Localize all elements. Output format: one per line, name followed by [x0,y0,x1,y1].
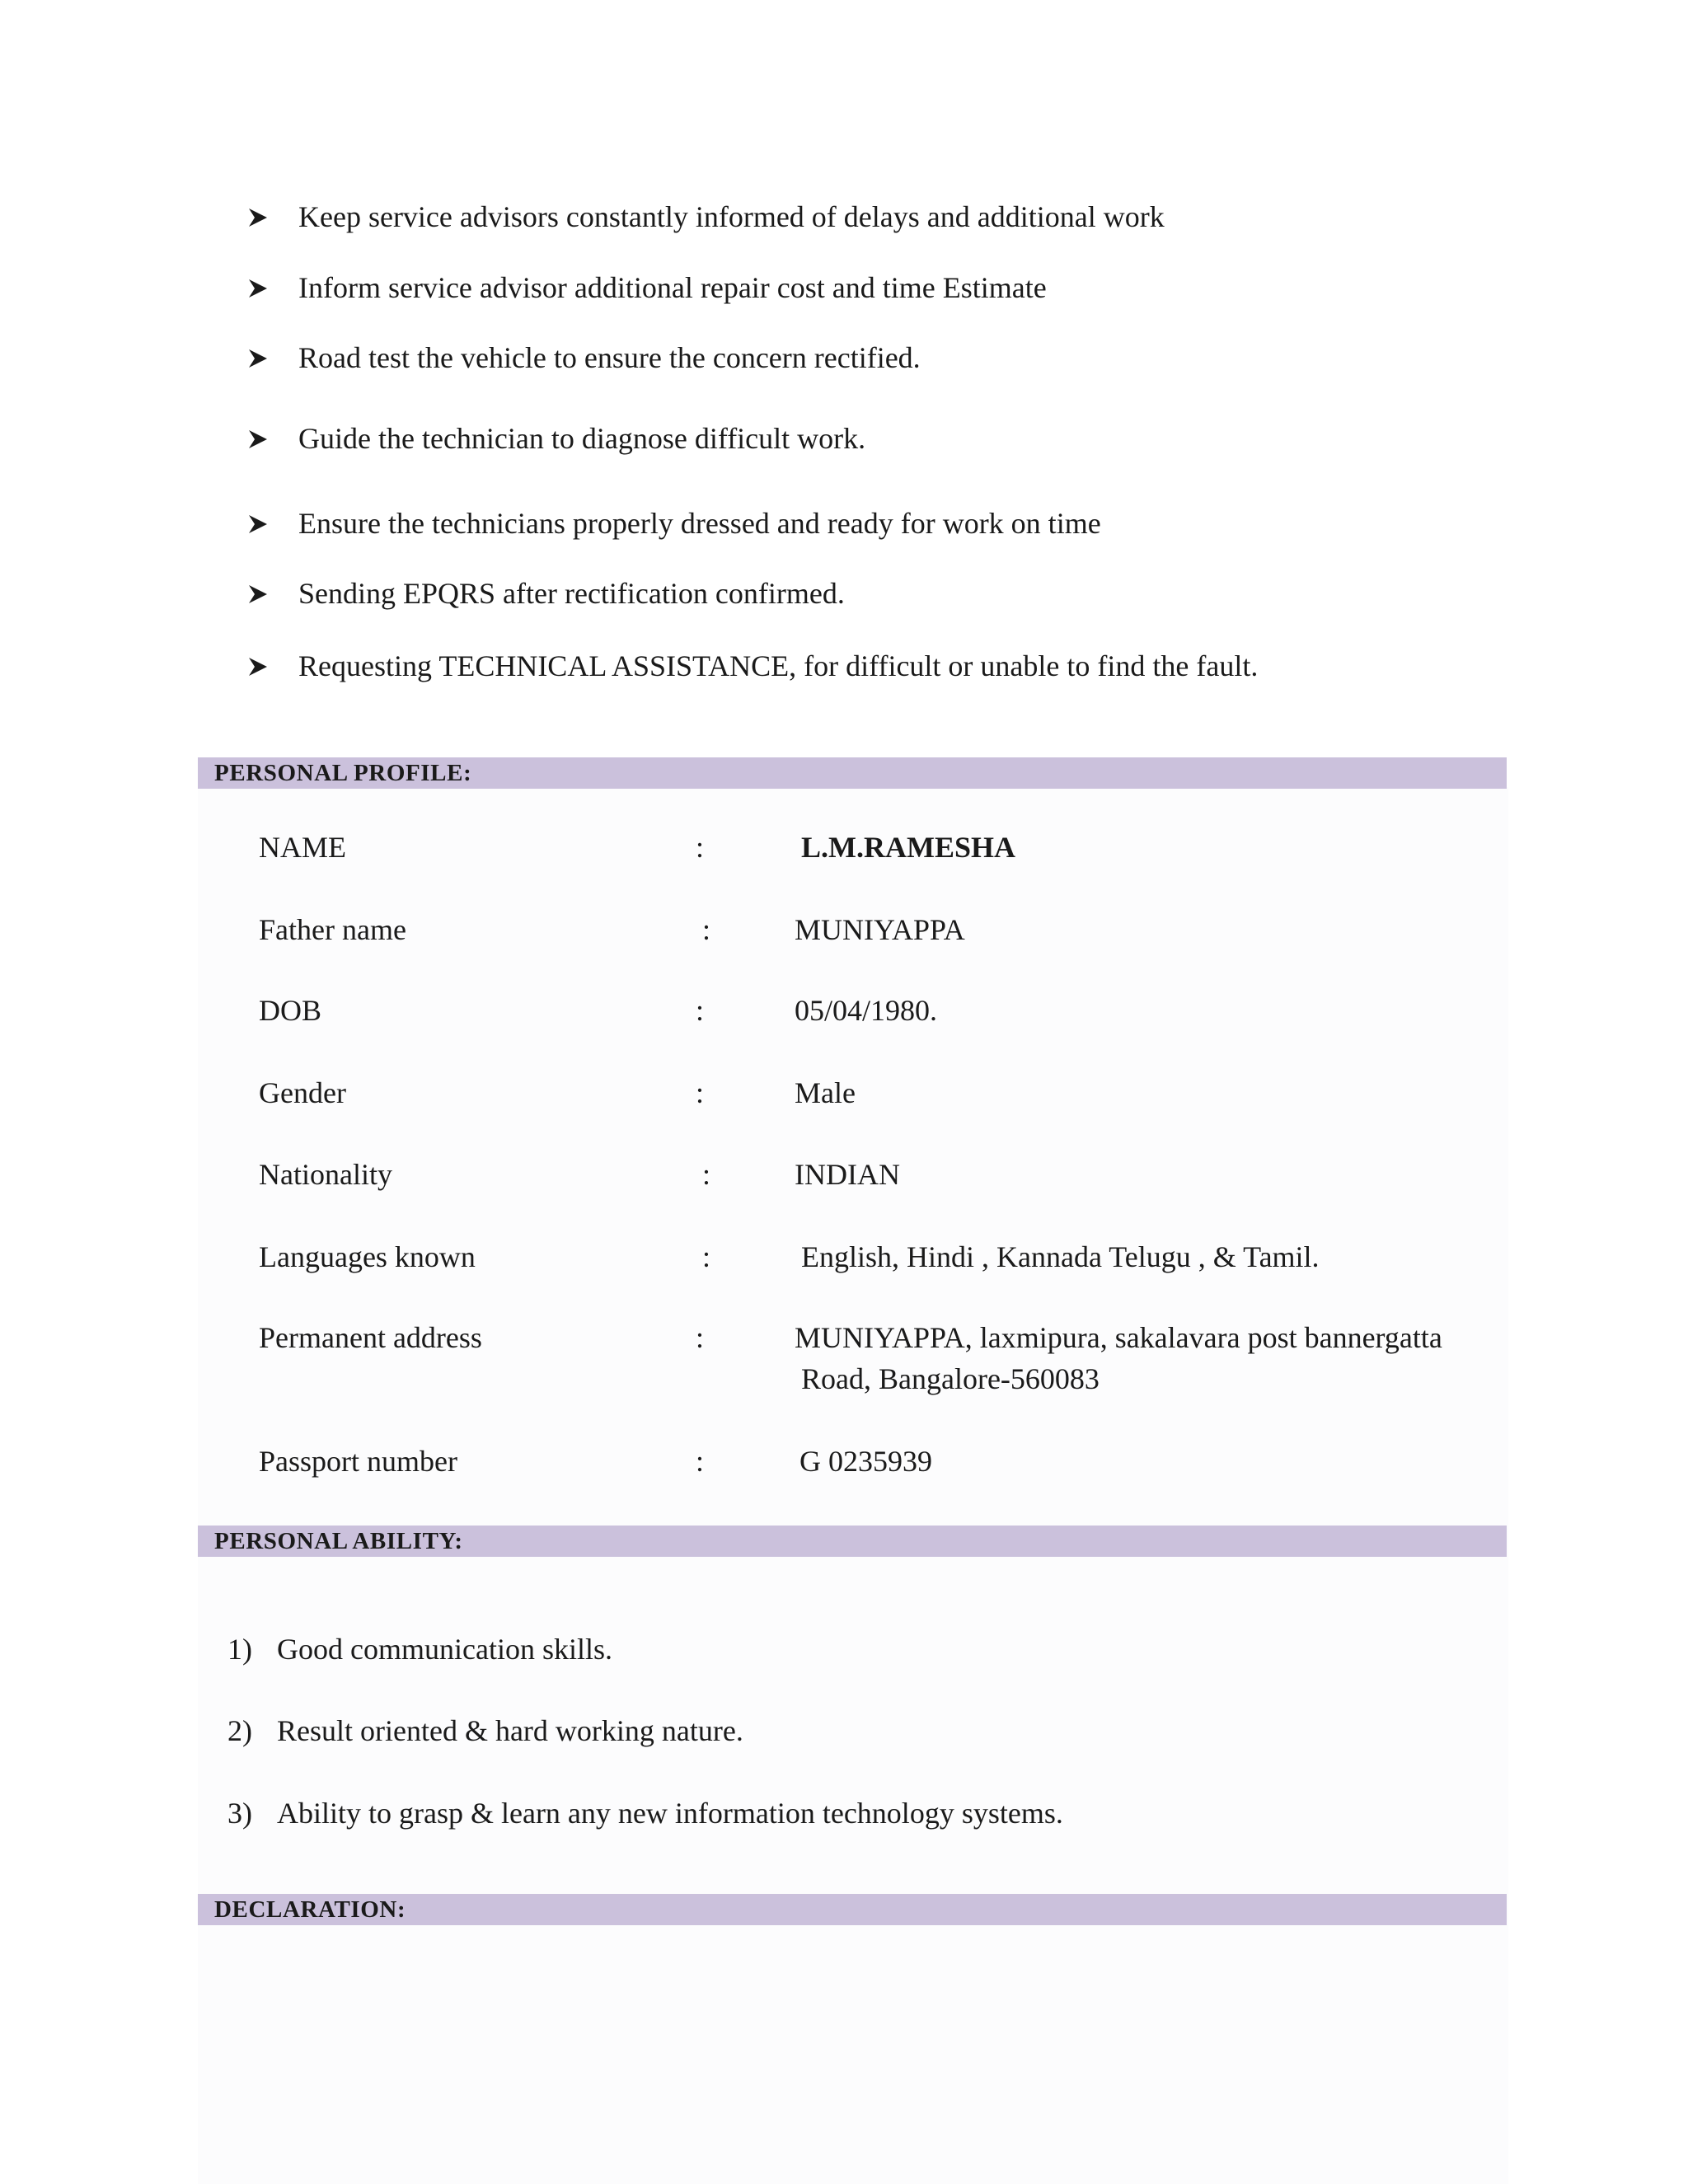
profile-label: Nationality [259,1158,392,1191]
arrowhead-bullet-icon [247,583,269,605]
profile-label: NAME [259,831,346,864]
list-number: 1) [227,1633,252,1666]
profile-value-line2: Road, Bangalore-560083 [801,1362,1100,1395]
profile-value: MUNIYAPPA [795,913,965,946]
duty-text: Road test the vehicle to ensure the concern rectified. [298,341,921,374]
profile-label: Languages known [259,1240,476,1273]
profile-label: DOB [259,994,322,1027]
section-heading-label: PERSONAL PROFILE: [214,760,472,786]
duty-text: Guide the technician to diagnose difficult work. [298,422,866,455]
ability-text: Good communication skills. [277,1633,612,1666]
profile-value: English, Hindi , Kannada Telugu , & Tamil. [801,1240,1320,1273]
arrowhead-bullet-icon [247,207,269,228]
profile-value: G 0235939 [799,1445,932,1478]
duty-text: Sending EPQRS after rectification confirmed. [298,577,845,610]
profile-separator: : [696,1076,705,1109]
profile-separator: : [702,1158,711,1191]
profile-separator: : [702,913,711,946]
duty-text: Requesting TECHNICAL ASSISTANCE, for difficult or unable to find the fault. [298,649,1259,682]
duty-text: Ensure the technicians properly dressed and ready for work on time [298,507,1101,540]
profile-separator: : [702,1240,711,1273]
profile-value: INDIAN [795,1158,900,1191]
arrowhead-bullet-icon [247,278,269,299]
profile-label: Father name [259,913,406,946]
profile-separator: : [696,994,705,1027]
section-heading-label: DECLARATION: [214,1896,406,1923]
profile-separator: : [696,1321,705,1354]
ability-text: Ability to grasp & learn any new information technology systems. [277,1797,1063,1830]
ability-text: Result oriented & hard working nature. [277,1714,743,1747]
arrowhead-bullet-icon [247,513,269,535]
profile-value: 05/04/1980. [795,994,938,1027]
profile-value: Male [795,1076,856,1109]
list-number: 3) [227,1797,252,1830]
profile-separator: : [696,831,705,864]
profile-label: Gender [259,1076,346,1109]
arrowhead-bullet-icon [247,429,269,450]
profile-label: Passport number [259,1445,457,1478]
profile-value: MUNIYAPPA, laxmipura, sakalavara post bannergatta [795,1321,1442,1354]
duty-text: Inform service advisor additional repair cost and time Estimate [298,271,1047,304]
arrowhead-bullet-icon [247,656,269,677]
section-heading-label: PERSONAL ABILITY: [214,1528,463,1554]
duty-text: Keep service advisors constantly informed of delays and additional work [298,200,1165,233]
profile-label: Permanent address [259,1321,482,1354]
profile-value: L.M.RAMESHA [801,831,1015,864]
section-heading-personal-profile [198,757,1507,789]
section-heading-personal-ability [198,1526,1507,1557]
list-number: 2) [227,1714,252,1747]
arrowhead-bullet-icon [247,348,269,369]
profile-separator: : [696,1445,705,1478]
section-heading-declaration [198,1894,1507,1925]
